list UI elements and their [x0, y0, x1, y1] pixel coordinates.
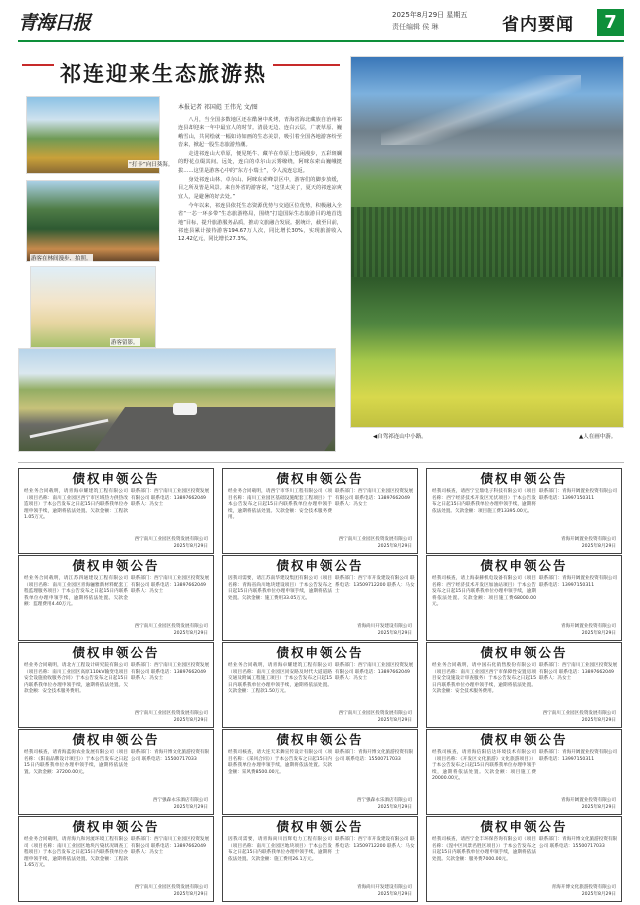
- notice-footer: [134, 885, 208, 898]
- notice-contact: 联系部门：青海开博文化旅游投资有限公司 联系电话：15500717033: [539, 837, 618, 849]
- notice-footer: [134, 711, 208, 724]
- snow-highlight: [381, 75, 581, 145]
- claim-notice: [222, 729, 418, 815]
- notice-contact: 联系部门：西宁南川工业园区投资发展有限公司 联系电话：13897662049 联系人：冯女士: [131, 837, 210, 856]
- claim-notice: [18, 642, 214, 728]
- claim-notice: [18, 816, 214, 902]
- notice-title: 债权申领公告: [480, 819, 568, 834]
- notice-title: 债权申领公告: [276, 819, 364, 834]
- notice-footer: [357, 624, 412, 637]
- notice-body: 经我司核查，请青海蓝驹农业发展有限公司（项目名称：《阳南品牌设计项目》）于本公告发布之日起15日内联系我单位办理申领手续，逾期将依法处置。欠款金额：37200.00元。: [24, 750, 128, 775]
- notice-body: 经我司核查，请西宁金丰环保咨询有限公司（项目名称：《湟中区风景名胜区项目》）于本公告发布之日起15日内联系我单位办理申领手续，逾期将依法处置。欠款金额：服务费7000.00元。: [432, 837, 536, 862]
- claim-notice: [222, 555, 418, 641]
- notice-date: 2025年8月29日: [377, 630, 412, 636]
- forest-photo: [26, 180, 160, 262]
- notice-date: 2025年8月29日: [173, 804, 208, 810]
- notice-body: 经我司核查，请西宁宝鼎电子科技有限公司（项目名称：西宁经济技术开发区光伏项目）于本公告发布之日起15日内联系我单位办理申领手续，逾期将依法处置。欠款金额：项目施工费13395.00元。: [432, 489, 536, 514]
- notice-footer: [561, 624, 616, 637]
- notice-date: 2025年8月29日: [581, 543, 616, 549]
- notice-title: 债权申领公告: [72, 732, 160, 747]
- notice-contact: 联系部门：青海开博文化旅游投资有限公司 联系电话：15500717033: [335, 750, 414, 762]
- newspaper-logo: 青海日报: [18, 12, 91, 34]
- notice-title: 债权申领公告: [276, 732, 364, 747]
- notice-org: 青海开阔置业投资有限公司: [560, 624, 616, 630]
- notice-title: 债权申领公告: [276, 471, 364, 486]
- notice-title: 债权申领公告: [276, 645, 364, 660]
- road-photo: [18, 348, 336, 452]
- feature-divider: [18, 462, 624, 463]
- notice-contact: 联系部门：西宁南川工业园区投资发展有限公司 联系电话：13897662049 联系人：冯女士: [131, 489, 210, 508]
- notice-body: 经业务合同载明，请北方工程设计研究院有限公司（项目名称：南川工业园区高原110kV输变电项目安全设施验收服务合同）于本公告发布之日起15日内联系我单位办理申领手续，逾期将依法处置。欠款金额：安全技术服务费用。: [24, 663, 128, 695]
- notice-footer: [153, 798, 208, 811]
- notice-org: 青海开博文化旅游投资有限公司: [551, 885, 616, 891]
- feature-paragraph: 身处祁连山林、卓尔山、阿咪东索峰景区中，游客们的脚步放缓，目之所及皆是风景。来自外省的游客说，“这里太美了，夏天的祁连凉爽宜人，是避暑的好去处。”: [178, 177, 342, 200]
- caption-sunflower: “打卡”向日葵海。: [129, 162, 174, 168]
- notice-org: 西宁强森永乐酒店有限公司: [356, 798, 412, 804]
- notice-org: 西宁强森永乐酒店有限公司: [152, 798, 208, 804]
- masthead: [0, 0, 640, 48]
- notice-date: 2025年8月29日: [581, 717, 616, 723]
- claim-notice: [426, 729, 622, 815]
- mountain-photo: [350, 56, 624, 428]
- notice-date: 2025年8月29日: [377, 804, 412, 810]
- notice-org: 青海开阔置业投资有限公司: [560, 798, 616, 804]
- notice-title: 债权申领公告: [72, 819, 160, 834]
- notice-title: 债权申领公告: [480, 732, 568, 747]
- notice-footer: [338, 711, 412, 724]
- feature-body: [178, 116, 342, 330]
- notice-body: 因我司需要，请江苏南华建设集团有限公司（项目名称：青海省尚川地块建设项目）于本公告发布之日起15日内联系我单位办理申领手续，逾期将依法处置。欠款金额：施工费用33.05万元。: [228, 576, 332, 601]
- notice-contact: 联系部门：西宁南川工业园区投资发展有限公司 联系电话：13897662049 联系人：冯女士: [539, 663, 618, 682]
- caption-riders: ▲人在画中游。: [579, 434, 617, 440]
- notice-footer: [552, 885, 616, 898]
- caption-kids: 游客留影。: [111, 340, 139, 346]
- notice-org: 西宁南川工业园区投资发展有限公司: [134, 624, 208, 630]
- notice-body: 经我司核查，请上海泰赫机电设备有限公司（项目名称：西宁经济技术开发区加油站项目）于本公告发布之日起15日内联系我单位办理申领手续，逾期将依法处置。欠款金额：项目施工费68000.00元。: [432, 576, 536, 608]
- notice-contact: 联系部门：西宁南川工业园区投资发展有限公司 联系电话：13897662049 联系人：冯女士: [335, 489, 414, 508]
- notice-contact: 联系部门：西宁市开发建设有限公司 联系电话：13509712200 联系人：马女士: [335, 837, 415, 856]
- notice-title: 债权申领公告: [72, 558, 160, 573]
- claim-notice: [426, 468, 622, 554]
- notice-footer: [561, 537, 616, 550]
- claim-notice: [222, 816, 418, 902]
- notice-title: 债权申领公告: [276, 558, 364, 573]
- claim-notice: [18, 468, 214, 554]
- notice-contact: 联系部门：青海开博文化旅游投资有限公司 联系电话：15500717033: [131, 750, 210, 762]
- feature-paragraph: 今年以来，祁连县依托生态资源优势与交通区位优势，积极融入全省“一芯一环多带”生态旅游格局，围绕“打造国际生态旅游目的地首选地”目标，提升旅游服务品质，推动文旅融合发展。据统计，截至目前，祁连县累计接待游客194.67万人次，同比增长30%，实现旅游收入12.42亿元，同比增长27.3%。: [178, 202, 342, 243]
- notice-body: 经业务合同载明，请西宁市华川工程有限公司（项目名称：南川工业园区基础设施配套工程项目）于本公告发布之日起15日内联系我单位办理申领手续，逾期将依法处置。欠款金额：安全技术服务费用。: [228, 489, 332, 521]
- forest-band: [351, 207, 624, 277]
- notice-contact: 联系部门：西宁南川工业园区投资发展有限公司 联系电话：13897662049 联系人：冯女士: [131, 576, 210, 595]
- guardrail-shape: [30, 419, 109, 439]
- claim-notice: [222, 468, 418, 554]
- notice-body: 因我司需要，请青海尚川昌辉电力工程有限公司（项目名称：南川工业园区地块项目）于本公告发布之日起15日内联系我单位办理申领手续，逾期将依法处置。欠款金额：施工费用26.1万元。: [228, 837, 332, 862]
- notice-body: 经我司核查，请大连天禾舞宣传设计有限公司（项目名称：《采风合同》）于本公告发布之日起15日内联系我单位办理申领手续，逾期将依法处置。欠款金额：采风费8500.00元。: [228, 750, 332, 775]
- car-shape: [173, 403, 197, 415]
- section-title: 省内要闻: [502, 15, 574, 35]
- claim-notice: [426, 555, 622, 641]
- notice-body: 经业务合同载明，请中国石化销售股份有限公司（项目名称：南川工业园区西宁市保障性安置房项目安全设施设计审查服务）于本公告发布之日起15日内联系我单位办理申领手续，逾期将依法处置。欠款金额：安全技术服务费用。: [432, 663, 536, 695]
- notice-contact: 联系部门：西宁南川工业园区投资发展有限公司 联系电话：13897662049 联系人：冯女士: [335, 663, 414, 682]
- notice-org: 青海尚川开发建设有限公司: [356, 624, 412, 630]
- notice-org: 青海开阔置业投资有限公司: [560, 537, 616, 543]
- notice-title: 债权申领公告: [480, 645, 568, 660]
- notice-body: 经我司核查，请青海信阳信达环境技术有限公司（项目名称：《开发区文化旅游》文化旅游项目》）于本公告发布之日起15日内联系我单位办理申领手续，逾期将依法处置。欠款金额：项目施工费20000.00元。: [432, 750, 536, 782]
- notice-org: 西宁南川工业园区投资发展有限公司: [338, 537, 412, 543]
- notice-footer: [357, 798, 412, 811]
- notice-title: 债权申领公告: [72, 645, 160, 660]
- notice-body: 经业务合同载明，请青海卓耀建筑工程有限公司（项目名称：南川工业园区同安路及时代大道道路交通及附属工程施工项目）于本公告发布之日起15日内联系我单位办理申领手续，逾期将依法处置。欠款金额：工程款1.50万元。: [228, 663, 332, 695]
- notice-contact: 联系部门：青海开阔置业投资有限公司 联系电话：13997150311: [539, 750, 618, 762]
- notice-contact: 联系部门：青海开阔置业投资有限公司 联系电话：13997150311: [539, 489, 618, 501]
- notice-date: 2025年8月29日: [581, 891, 616, 897]
- claim-notice: [222, 642, 418, 728]
- notice-date: 2025年8月29日: [377, 891, 412, 897]
- notice-footer: [338, 537, 412, 550]
- notice-footer: [561, 798, 616, 811]
- notice-date: 2025年8月29日: [377, 717, 412, 723]
- feature-paragraph: 八月，当全国多数地区还在酷暑中炙烤，青海省海北藏族自治州祁连县却迎来一年中最宜人的时节。清晨无边、连白云层，广袤草原、巍峨雪山，共同绘就一幅如诗如画的生态美景，吸引着全国各地游客纷至沓来，掀起一股生态旅游热潮。: [178, 117, 342, 148]
- notice-contact: 联系部门：西宁市开发建设有限公司 联系电话：13509712200 联系人：马女士: [335, 576, 415, 595]
- notice-title: 债权申领公告: [72, 471, 160, 486]
- notice-footer: [134, 624, 208, 637]
- notice-footer: [134, 537, 208, 550]
- notice-footer: [357, 885, 412, 898]
- notice-date: 2025年8月29日: [581, 630, 616, 636]
- feature-paragraph: 走进祁连山大草原，便见牦牛、藏羊在草原上悠闲漫步，五彩斑斓的野花点缀其间。远处，连白的卓尔山云雾缭绕，阿咪东索山巍峨挺拔……这里是游客心中的“东方小瑞士”，令人流连忘返。: [178, 151, 342, 174]
- claim-notice: [18, 555, 214, 641]
- notice-date: 2025年8月29日: [173, 891, 208, 897]
- notice-date: 2025年8月29日: [173, 630, 208, 636]
- claim-notice: [18, 729, 214, 815]
- notice-date: 2025年8月29日: [581, 804, 616, 810]
- notice-org: 西宁南川工业园区投资发展有限公司: [338, 711, 412, 717]
- notice-footer: [542, 711, 616, 724]
- notice-body: 经业务合同载明，请青海卓耀建筑工程有限公司（项目名称：南川工业园区西宁市区域热力供热改造项目）于本公告发布之日起15日内联系我单位办理申领手续，逾期将依法处置。欠款金额：工程款1.05万元。: [24, 489, 128, 521]
- notice-date: 2025年8月29日: [377, 543, 412, 549]
- notice-title: 债权申领公告: [480, 558, 568, 573]
- kids-photo: [30, 266, 156, 348]
- notice-org: 西宁南川工业园区投资发展有限公司: [134, 537, 208, 543]
- caption-forest: 游客在林间漫步、拍照。: [31, 256, 92, 262]
- road-shape: [93, 407, 336, 452]
- notice-org: 西宁南川工业园区投资发展有限公司: [134, 711, 208, 717]
- notice-body: 经业务合同载明，请青海九和河流环境工程有限公司（项目名称：南川工业园区地块污染状况调查工程项目）于本公告发布之日起15日内联系我单位办理申领手续，逾期将依法处置。欠款金额：工程款1.65万元。: [24, 837, 128, 869]
- issue-date: 2025年8月29日 星期五: [392, 11, 468, 19]
- notice-org: 西宁南川工业园区投资发展有限公司: [542, 711, 616, 717]
- notice-contact: 联系部门：西宁南川工业园区投资发展有限公司 联系电话：13897662049 联系人：冯女士: [131, 663, 210, 682]
- notice-date: 2025年8月29日: [173, 717, 208, 723]
- feature-headline: 祁连迎来生态旅游热: [54, 58, 273, 88]
- notice-org: 青海尚川开发建设有限公司: [356, 885, 412, 891]
- notice-date: 2025年8月29日: [173, 543, 208, 549]
- page-number-badge: 7: [597, 9, 624, 36]
- claim-notice: [426, 642, 622, 728]
- notice-contact: 联系部门：青海开阔置业投资有限公司 联系电话：13997150311: [539, 576, 618, 588]
- caption-mountain: ◀自驾祁连山中小路。: [373, 434, 427, 440]
- feature-byline: 本报记者 祁国彪 王伟光 文/图: [178, 104, 258, 111]
- notice-org: 西宁南川工业园区投资发展有限公司: [134, 885, 208, 891]
- notice-title: 债权申领公告: [480, 471, 568, 486]
- issue-editor: 责任编辑 侯 琳: [392, 23, 439, 31]
- notice-body: 经业务合同载明，请江苏四通建设工程有限公司（项目名称：南川工业园区青海骊雅新材料配套工程监理服务项目）于本公告发布之日起15日内联系我单位办理申领手续，逾期将依法处置。欠款金额：监理费用4.40万元。: [24, 576, 128, 608]
- masthead-rule: [18, 40, 624, 42]
- claim-notice: [426, 816, 622, 902]
